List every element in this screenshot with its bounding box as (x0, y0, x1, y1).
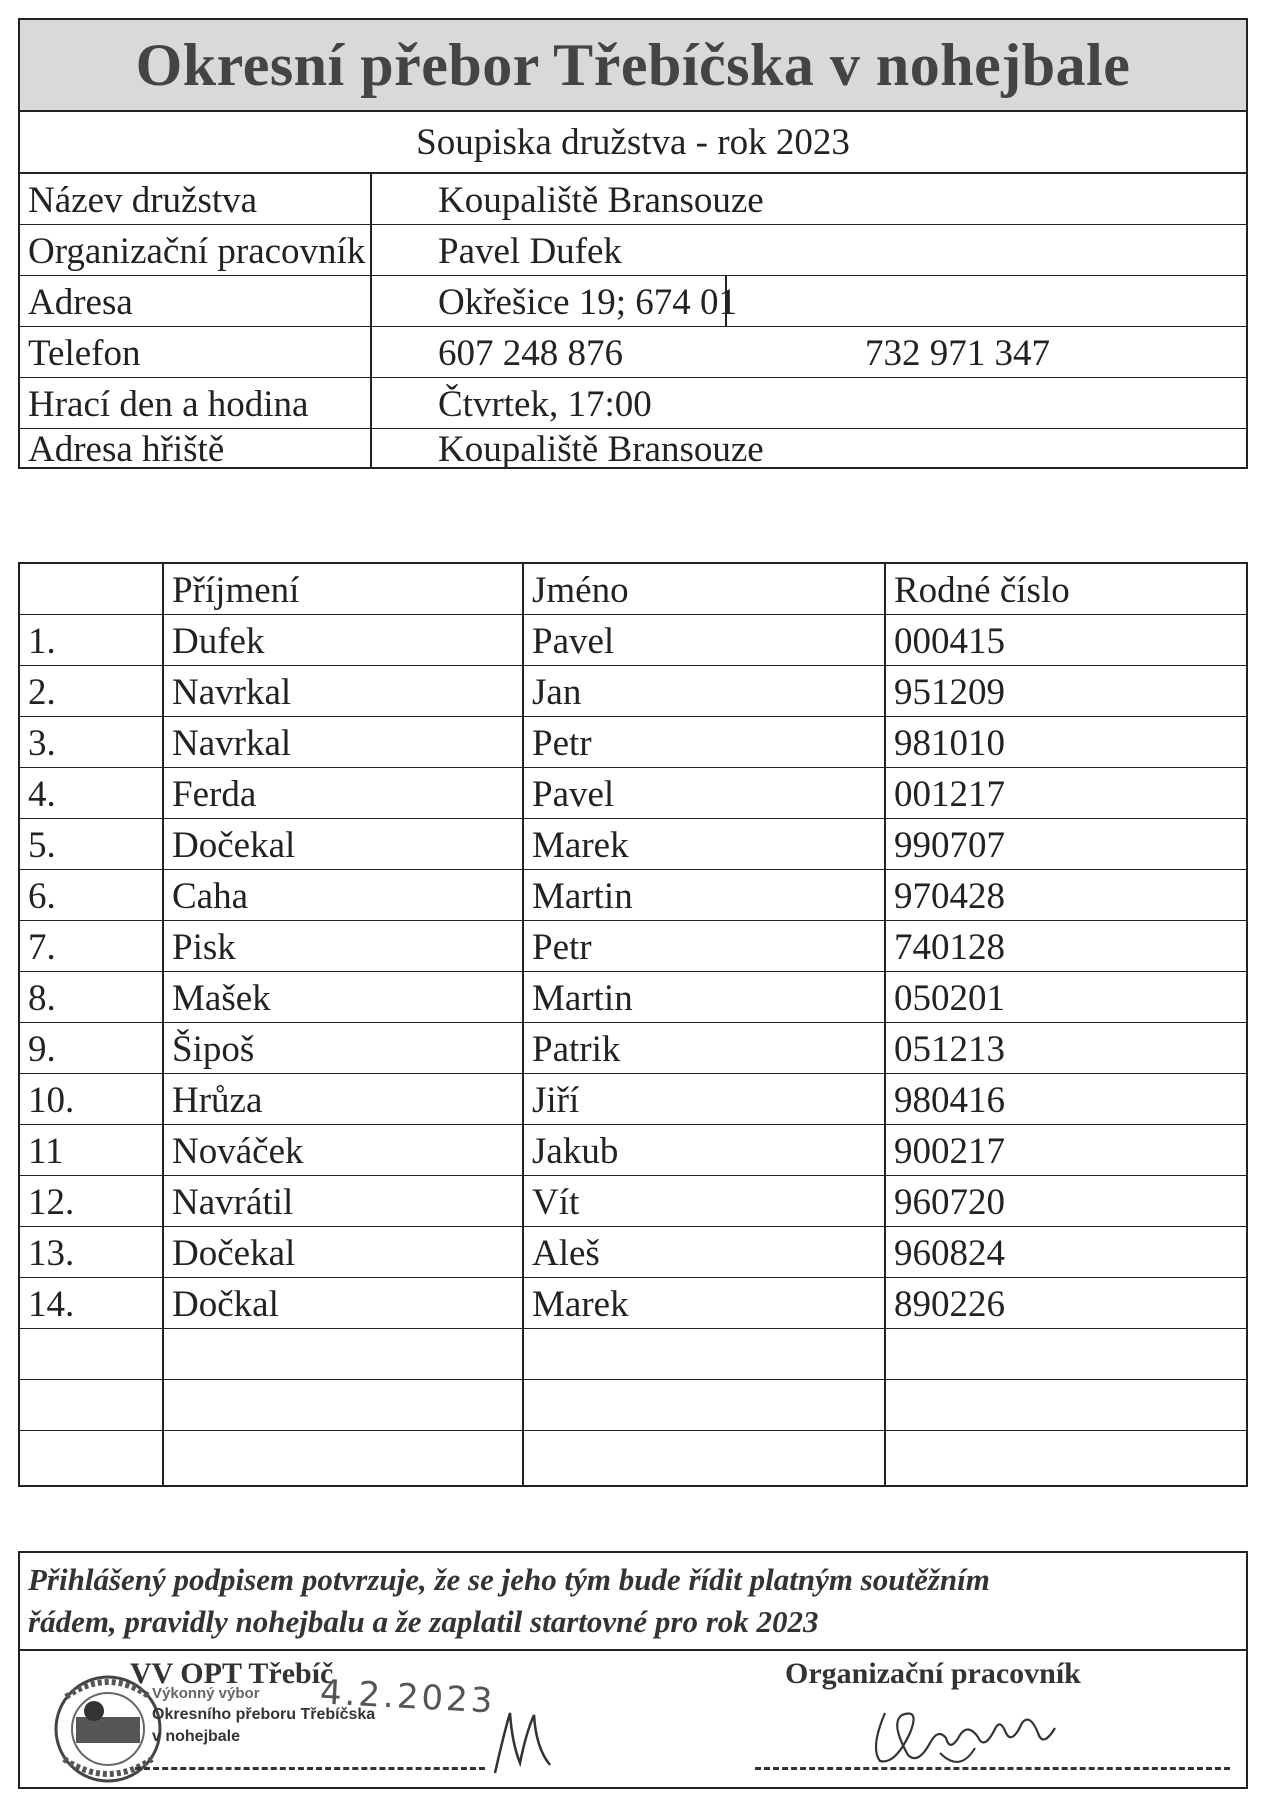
info-row-phone (20, 327, 1246, 378)
row-number: 9. (28, 1029, 56, 1070)
table-row (20, 1227, 1246, 1278)
organizer-signature-mark-icon (850, 1693, 1080, 1778)
birth-number-cell: 000415 (894, 621, 1005, 662)
surname-cell: Nováček (172, 1131, 304, 1172)
document-subtitle: Soupiska družstva - rok 2023 (20, 112, 1246, 174)
row-number: 5. (28, 825, 56, 866)
first-name-cell: Martin (532, 978, 633, 1019)
header-birth-number: Rodné číslo (894, 570, 1070, 611)
organizer-signature-title: Organizační pracovník (785, 1657, 1081, 1690)
surname-cell: Navrátil (172, 1182, 294, 1223)
birth-number-cell: 001217 (894, 774, 1005, 815)
declaration-line-2: řádem, pravidly nohejbalu a že zaplatil startovné pro rok 2023 (28, 1604, 819, 1639)
info-row-venue (20, 429, 1246, 470)
first-name-cell: Aleš (532, 1233, 600, 1274)
first-name-cell: Jakub (532, 1131, 619, 1172)
header-surname: Příjmení (172, 570, 300, 611)
row-number: 7. (28, 927, 56, 968)
table-row (20, 1023, 1246, 1074)
stamp-line-2: Okresního přeboru Třebíčska (152, 1706, 376, 1723)
surname-cell: Dočekal (172, 1233, 296, 1274)
birth-number-cell: 900217 (894, 1131, 1005, 1172)
handwritten-date: 4.2.2023 (319, 1672, 497, 1722)
committee-signature-mark-icon (490, 1703, 560, 1783)
row-number: 3. (28, 723, 56, 764)
first-name-cell: Vít (532, 1182, 580, 1223)
table-row (20, 666, 1246, 717)
first-name-cell: Jiří (532, 1080, 580, 1121)
info-row-organizer (20, 225, 1246, 276)
row-number: 13. (28, 1233, 75, 1274)
surname-cell: Dufek (172, 621, 265, 662)
phone-value-2: 732 971 347 (865, 333, 1050, 374)
first-name-cell: Martin (532, 876, 633, 917)
birth-number-cell: 990707 (894, 825, 1005, 866)
first-name-cell: Pavel (532, 774, 615, 815)
table-row (20, 1278, 1246, 1329)
first-name-cell: Petr (532, 723, 592, 764)
row-number: 10. (28, 1080, 75, 1121)
table-row (20, 1380, 1246, 1431)
table-row (20, 615, 1246, 666)
info-row-play-time (20, 378, 1246, 429)
birth-number-cell: 740128 (894, 927, 1005, 968)
table-row (20, 1125, 1246, 1176)
team-name-label: Název družstva (28, 180, 258, 221)
first-name-cell: Jan (532, 672, 582, 713)
declaration-divider (20, 1649, 1246, 1651)
surname-cell: Pisk (172, 927, 236, 968)
venue-label: Adresa hřiště (28, 429, 225, 470)
first-name-cell: Pavel (532, 621, 615, 662)
venue-value: Koupaliště Bransouze (438, 429, 764, 470)
organizer-value: Pavel Dufek (438, 231, 622, 272)
first-name-cell: Patrik (532, 1029, 621, 1070)
first-name-cell: Marek (532, 825, 629, 866)
stamp-line-3: v nohejbale (152, 1728, 241, 1745)
birth-number-cell: 981010 (894, 723, 1005, 764)
title-band (20, 20, 1246, 112)
birth-number-cell: 051213 (894, 1029, 1005, 1070)
address-value: Okřešice 19; 674 01 (438, 282, 738, 323)
team-name-value: Koupaliště Bransouze (438, 180, 764, 221)
table-row (20, 870, 1246, 921)
info-row-address (20, 276, 1246, 327)
info-row-team-name (20, 174, 1246, 225)
row-number: 11 (28, 1131, 64, 1172)
table-row (20, 819, 1246, 870)
declaration-box (18, 1551, 1248, 1789)
row-number: 6. (28, 876, 56, 917)
birth-number-cell: 951209 (894, 672, 1005, 713)
table-row (20, 972, 1246, 1023)
document-title: Okresní přebor Třebíčska v nohejbale (135, 31, 1131, 98)
declaration-line-1: Přihlášený podpisem potvrzuje, že se jeho tým bude řídit platným soutěžním (28, 1562, 990, 1597)
row-number: 8. (28, 978, 56, 1019)
play-time-value: Čtvrtek, 17:00 (438, 384, 652, 425)
birth-number-cell: 970428 (894, 876, 1005, 917)
table-row (20, 1074, 1246, 1125)
committee-signature-title: VV OPT Třebíč (130, 1657, 334, 1690)
birth-number-cell: 960824 (894, 1233, 1005, 1274)
stamp-line-1: Výkonný výbor (152, 1685, 260, 1702)
first-name-cell: Petr (532, 927, 592, 968)
table-row (20, 768, 1246, 819)
first-name-cell: Marek (532, 1284, 629, 1325)
table-row (20, 921, 1246, 972)
table-row (20, 717, 1246, 768)
surname-cell: Navrkal (172, 723, 292, 764)
surname-cell: Navrkal (172, 672, 292, 713)
address-label: Adresa (28, 282, 133, 323)
birth-number-cell: 890226 (894, 1284, 1005, 1325)
surname-cell: Dočkal (172, 1284, 279, 1325)
committee-signature-line (135, 1767, 485, 1770)
team-info-table (18, 18, 1248, 469)
surname-cell: Šipoš (172, 1029, 255, 1070)
birth-number-cell: 980416 (894, 1080, 1005, 1121)
row-number: 14. (28, 1284, 75, 1325)
row-number: 1. (28, 621, 56, 662)
players-table (18, 562, 1248, 1487)
row-number: 2. (28, 672, 56, 713)
table-row (20, 1329, 1246, 1380)
phone-label: Telefon (28, 333, 141, 374)
row-number: 4. (28, 774, 56, 815)
surname-cell: Mašek (172, 978, 271, 1019)
row-number: 12. (28, 1182, 75, 1223)
surname-cell: Caha (172, 876, 249, 917)
header-first-name: Jméno (532, 570, 629, 611)
phone-value-1: 607 248 876 (438, 333, 623, 374)
declaration-text (28, 1559, 1238, 1643)
surname-cell: Ferda (172, 774, 257, 815)
organizer-signature-line (755, 1767, 1230, 1770)
surname-cell: Dočekal (172, 825, 296, 866)
table-row (20, 1176, 1246, 1227)
players-header-row (20, 564, 1246, 615)
birth-number-cell: 050201 (894, 978, 1005, 1019)
play-time-label: Hrací den a hodina (28, 384, 309, 425)
organizer-label: Organizační pracovník (28, 231, 366, 272)
table-row (20, 1431, 1246, 1481)
surname-cell: Hrůza (172, 1080, 263, 1121)
birth-number-cell: 960720 (894, 1182, 1005, 1223)
